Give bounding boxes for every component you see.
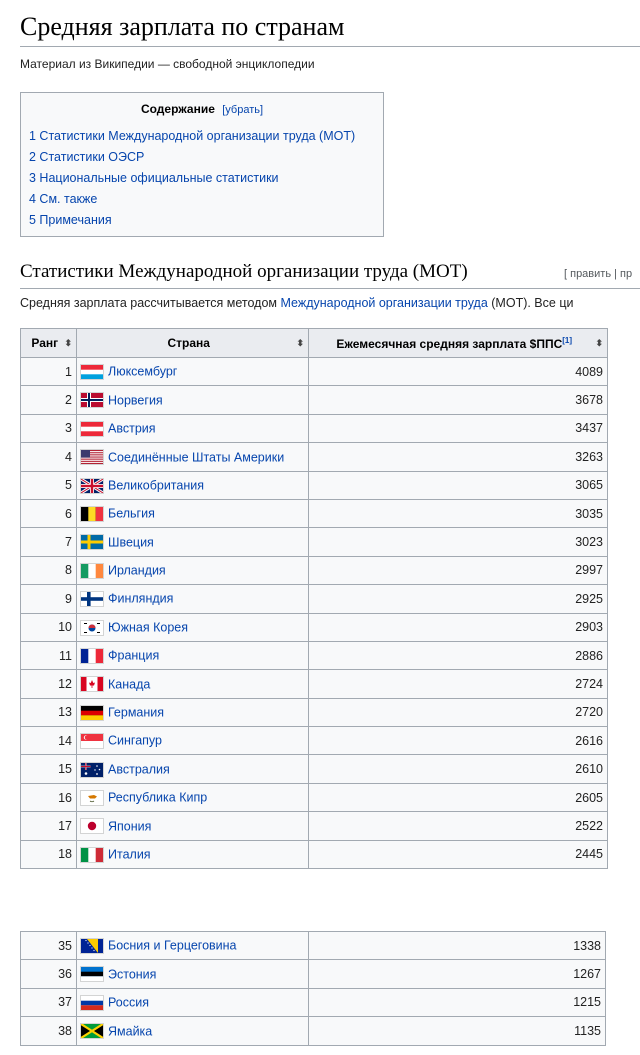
country-cell	[77, 988, 309, 1016]
ilo-link[interactable]: Международной организации труда	[280, 296, 488, 310]
country-cell	[77, 471, 309, 499]
table-row	[21, 386, 608, 414]
rank-cell: 17	[21, 812, 77, 840]
country-link[interactable]: Ямайка	[108, 1024, 153, 1039]
uk-flag-icon[interactable]	[81, 479, 103, 493]
toc-toggle-link[interactable]: [убрать]	[222, 104, 264, 116]
table-header-row	[21, 329, 608, 358]
country-cell	[77, 783, 309, 811]
title-divider	[20, 46, 640, 47]
section-title: Статистики Международной организации труда (МОТ)	[20, 261, 468, 282]
singapore-flag-icon[interactable]	[81, 734, 103, 748]
rank-cell: 38	[21, 1017, 77, 1045]
country-link[interactable]: Ирландия	[108, 563, 166, 578]
toc-list	[29, 126, 355, 231]
salary-cell: 1338	[309, 932, 606, 960]
table-row	[21, 641, 608, 669]
table-row	[21, 528, 608, 556]
rank-cell: 16	[21, 783, 77, 811]
country-link[interactable]: Соединённые Штаты Америки	[108, 450, 285, 465]
country-cell	[77, 727, 309, 755]
table-body-bottom	[21, 932, 606, 1046]
salary-header-label	[336, 336, 572, 351]
page-subtitle: Материал из Википедии — свободной энциклопедии	[20, 57, 315, 71]
country-cell	[77, 755, 309, 783]
luxembourg-flag-icon[interactable]	[81, 365, 103, 379]
salary-cell: 2724	[309, 670, 608, 698]
italy-flag-icon[interactable]	[81, 848, 103, 862]
table-row	[21, 585, 608, 613]
toc-header	[21, 102, 383, 116]
country-header-label: Страна	[167, 336, 210, 350]
salary-cell: 3065	[309, 471, 608, 499]
germany-flag-icon[interactable]	[81, 706, 103, 720]
country-link[interactable]: Бельгия	[108, 507, 155, 521]
salary-cell: 3678	[309, 386, 608, 414]
rank-cell: 11	[21, 641, 77, 669]
salary-cell: 3035	[309, 499, 608, 527]
rank-cell: 5	[21, 471, 77, 499]
toc-item-2[interactable]: 2 Статистики ОЭСР	[29, 150, 145, 164]
salary-cell: 1267	[309, 960, 606, 988]
finland-flag-icon[interactable]	[81, 592, 103, 606]
rank-cell: 35	[21, 932, 77, 960]
country-cell	[77, 698, 309, 726]
ireland-flag-icon[interactable]	[81, 564, 103, 578]
country-link[interactable]: Россия	[108, 995, 149, 1010]
salary-cell: 2616	[309, 727, 608, 755]
canada-flag-icon[interactable]	[81, 677, 103, 691]
country-link[interactable]: Норвегия	[108, 393, 163, 408]
table-row	[21, 499, 608, 527]
country-link[interactable]: Австрия	[108, 421, 156, 436]
country-cell	[77, 585, 309, 613]
country-cell	[77, 499, 309, 527]
toc-item-1[interactable]: 1 Статистики Международной организации труда (МОТ)	[29, 129, 356, 143]
salary-cell: 2903	[309, 613, 608, 641]
table-row	[21, 556, 608, 584]
rank-header-label: Ранг	[31, 336, 59, 350]
salary-header-text: Ежемесячная средняя зарплата $ППС	[336, 336, 563, 351]
salary-table-continued	[20, 931, 606, 1046]
salary-cell: 1215	[309, 988, 606, 1016]
table-row	[21, 698, 608, 726]
australia-flag-icon[interactable]	[81, 763, 103, 777]
toc-heading: Содержание	[140, 102, 215, 116]
table-row	[21, 358, 608, 386]
toc-item-4[interactable]: 4 См. также	[29, 192, 98, 206]
table-body-top	[21, 358, 608, 869]
country-link[interactable]: Франция	[108, 648, 160, 663]
country-cell	[77, 556, 309, 584]
rank-cell: 8	[21, 556, 77, 584]
rank-cell: 9	[21, 585, 77, 613]
russia-flag-icon[interactable]	[81, 996, 103, 1010]
country-cell	[77, 1017, 309, 1045]
table-row	[21, 1017, 606, 1045]
rank-cell: 10	[21, 613, 77, 641]
country-link[interactable]: Япония	[108, 819, 152, 834]
country-link[interactable]: Люксембург	[108, 365, 178, 380]
intro-text-end: (МОТ). Все ци	[487, 296, 574, 310]
rank-cell: 1	[21, 358, 77, 386]
salary-cell: 2445	[309, 840, 608, 868]
country-link[interactable]: Сингапур	[108, 734, 162, 749]
rank-cell: 15	[21, 755, 77, 783]
rank-cell: 36	[21, 960, 77, 988]
sort-icon[interactable]: ⬍	[64, 338, 72, 348]
france-flag-icon[interactable]	[81, 649, 103, 663]
salary-table	[20, 328, 608, 869]
rank-cell: 3	[21, 414, 77, 442]
country-cell	[77, 840, 309, 868]
country-link[interactable]: Южная Корея	[108, 620, 188, 635]
estonia-flag-icon[interactable]	[81, 967, 103, 981]
table-row	[21, 812, 608, 840]
section-edit-link[interactable]: [ править | пр	[564, 268, 633, 280]
country-cell	[77, 812, 309, 840]
rank-cell: 2	[21, 386, 77, 414]
table-row	[21, 414, 608, 442]
table-row	[21, 988, 606, 1016]
country-link[interactable]: Швеция	[108, 535, 154, 550]
salary-cell: 3263	[309, 443, 608, 471]
south-korea-flag-icon[interactable]	[81, 621, 103, 635]
salary-cell: 2522	[309, 812, 608, 840]
salary-cell: 1135	[309, 1017, 606, 1045]
reference-link[interactable]: [1]	[562, 335, 573, 345]
table-row	[21, 755, 608, 783]
section-divider	[20, 288, 640, 289]
country-link[interactable]: Германия	[108, 705, 165, 720]
cyprus-flag-icon[interactable]	[81, 791, 103, 805]
belgium-flag-icon[interactable]	[81, 507, 103, 521]
table-row	[21, 443, 608, 471]
country-link[interactable]: Австралия	[108, 762, 170, 777]
toc-item-3[interactable]: 3 Национальные официальные статистики	[29, 171, 279, 185]
salary-cell: 2720	[309, 698, 608, 726]
country-link[interactable]: Республика Кипр	[108, 790, 208, 805]
intro-text-start: Средняя зарплата рассчитывается методом	[20, 296, 281, 310]
bosnia-flag-icon[interactable]	[81, 939, 103, 953]
salary-cell: 2997	[309, 556, 608, 584]
table-row	[21, 783, 608, 811]
jamaica-flag-icon[interactable]	[81, 1024, 103, 1038]
table-row	[21, 471, 608, 499]
salary-cell: 3437	[309, 414, 608, 442]
country-cell	[77, 932, 309, 960]
table-of-contents	[20, 92, 384, 237]
salary-cell: 2925	[309, 585, 608, 613]
rank-cell: 7	[21, 528, 77, 556]
table-row	[21, 932, 606, 960]
country-cell	[77, 358, 309, 386]
country-column-header[interactable]	[77, 329, 309, 358]
rank-cell: 6	[21, 499, 77, 527]
japan-flag-icon[interactable]	[81, 819, 103, 833]
table-row	[21, 840, 608, 868]
country-link[interactable]: Финляндия	[108, 592, 174, 607]
country-cell	[77, 414, 309, 442]
rank-cell: 4	[21, 443, 77, 471]
country-cell	[77, 528, 309, 556]
country-link[interactable]: Эстония	[108, 967, 157, 982]
salary-cell: 2605	[309, 783, 608, 811]
rank-cell: 13	[21, 698, 77, 726]
country-cell	[77, 386, 309, 414]
country-cell	[77, 641, 309, 669]
table-row	[21, 613, 608, 641]
section-intro	[20, 296, 573, 310]
rank-column-header[interactable]	[21, 329, 77, 358]
country-cell	[77, 443, 309, 471]
table-row	[21, 960, 606, 988]
sweden-flag-icon[interactable]	[81, 535, 103, 549]
country-cell	[77, 960, 309, 988]
table-row	[21, 727, 608, 755]
sort-icon[interactable]: ⬍	[595, 337, 603, 348]
page-title: Средняя зарплата по странам	[20, 12, 345, 41]
usa-flag-icon[interactable]	[81, 450, 103, 464]
rank-cell: 12	[21, 670, 77, 698]
salary-cell: 2610	[309, 755, 608, 783]
country-link[interactable]: Италия	[108, 847, 151, 862]
country-link[interactable]: Босния и Герцеговина	[108, 939, 237, 954]
salary-cell: 2886	[309, 641, 608, 669]
rank-cell: 14	[21, 727, 77, 755]
toc-item-5[interactable]: 5 Примечания	[29, 213, 112, 227]
norway-flag-icon[interactable]	[81, 393, 103, 407]
country-cell	[77, 670, 309, 698]
salary-cell: 4089	[309, 358, 608, 386]
rank-cell: 37	[21, 988, 77, 1016]
table-row	[21, 670, 608, 698]
salary-column-header[interactable]	[309, 329, 608, 358]
country-cell	[77, 613, 309, 641]
sort-icon[interactable]: ⬍	[296, 338, 304, 348]
salary-cell: 3023	[309, 528, 608, 556]
country-link[interactable]: Канада	[108, 677, 151, 692]
country-link[interactable]: Великобритания	[108, 478, 204, 493]
austria-flag-icon[interactable]	[81, 422, 103, 436]
rank-cell: 18	[21, 840, 77, 868]
